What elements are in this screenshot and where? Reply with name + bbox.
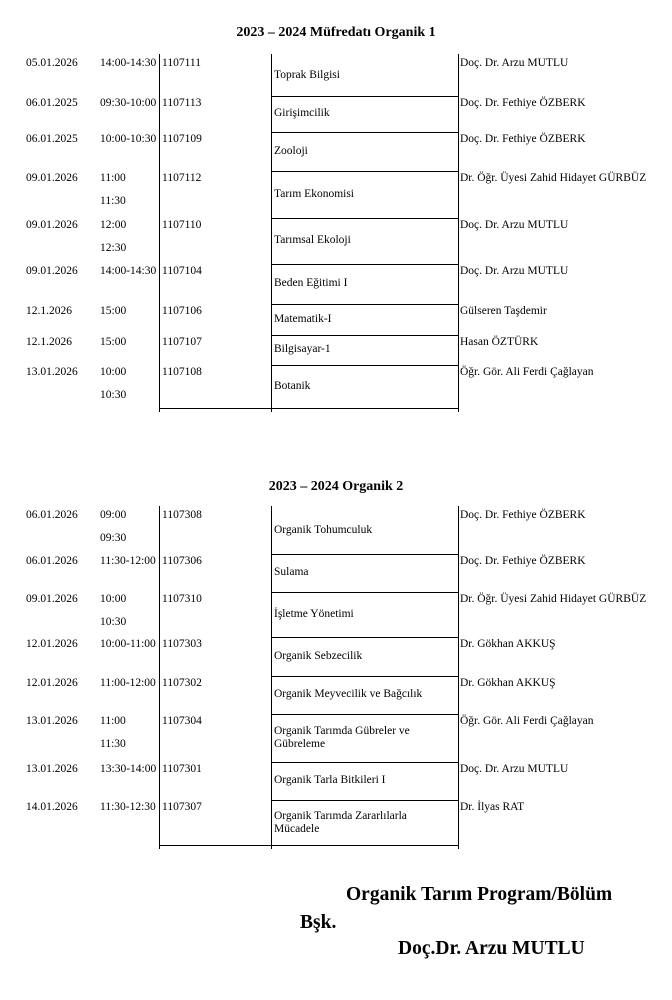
section-2-title: 2023 – 2024 Organik 2 (268, 479, 404, 494)
exam-date: 12.1.2026 (26, 336, 72, 348)
table-row (26, 635, 666, 674)
table-row (26, 760, 666, 798)
row-separator-line (271, 132, 458, 133)
course-name: Organik Tohumculuk (274, 524, 373, 536)
instructor-name: Hasan ÖZTÜRK (460, 336, 539, 348)
table-row (26, 363, 666, 406)
table-row (26, 216, 666, 262)
exam-time-end: 10:30 (100, 389, 127, 401)
course-name: Girişimcilik (274, 107, 330, 119)
table-row (26, 552, 666, 590)
course-code: 1107310 (162, 593, 202, 605)
course-name: İşletme Yönetimi (274, 608, 354, 620)
row-separator-line (271, 304, 458, 305)
exam-time: 10:00 (100, 593, 127, 605)
instructor-name: Dr. Gökhan AKKUŞ (460, 677, 556, 689)
instructor-name: Doç. Dr. Fethiye ÖZBERK (460, 509, 586, 521)
course-name: Tarım Ekonomisi (274, 188, 355, 200)
exam-date: 14.01.2026 (26, 801, 78, 813)
row-separator-line (159, 845, 458, 846)
exam-time-end: 10:30 (100, 616, 127, 628)
course-name: Organik Sebzecilik (274, 650, 363, 662)
row-separator-line (271, 714, 458, 715)
table-row (26, 302, 666, 333)
row-separator-line (271, 637, 458, 638)
exam-date: 13.01.2026 (26, 366, 78, 378)
course-code: 1107308 (162, 509, 202, 521)
course-name: Organik Tarla Bitkileri I (274, 774, 386, 786)
course-code: 1107108 (162, 366, 202, 378)
course-code: 1107106 (162, 305, 202, 317)
exam-date: 06.01.2025 (26, 133, 78, 145)
exam-time: 09:30-10:00 (100, 97, 157, 109)
table-row (26, 798, 666, 843)
course-code: 1107303 (162, 638, 202, 650)
middle-border-line (271, 54, 272, 412)
exam-date: 09.01.2026 (26, 172, 78, 184)
course-name: Toprak Bilgisi (274, 69, 340, 81)
exam-time-end: 12:30 (100, 242, 127, 254)
row-separator-line (271, 554, 458, 555)
instructor-name: Doç. Dr. Fethiye ÖZBERK (460, 555, 586, 567)
exam-date: 09.01.2026 (26, 219, 78, 231)
course-code: 1107111 (162, 57, 201, 69)
course-name: Sulama (274, 566, 309, 578)
row-separator-line (159, 408, 458, 409)
exam-time: 10:00 (100, 366, 127, 378)
exam-time: 12:00 (100, 219, 127, 231)
instructor-name: Doç. Dr. Arzu MUTLU (460, 57, 569, 69)
course-name: Beden Eğitimi I (274, 277, 348, 289)
table-row (26, 169, 666, 216)
instructor-name: Öğr. Gör. Ali Ferdi Çağlayan (460, 366, 594, 378)
course-code: 1107113 (162, 97, 202, 109)
course-code: 1107112 (162, 172, 202, 184)
exam-date: 06.01.2026 (26, 555, 78, 567)
exam-date: 12.01.2026 (26, 677, 78, 689)
instructor-name: Doç. Dr. Fethiye ÖZBERK (460, 133, 586, 145)
table-row (26, 333, 666, 363)
right-border-line (458, 506, 459, 849)
exam-time: 11:30-12:30 (100, 801, 156, 813)
table-row (26, 712, 666, 760)
exam-time: 10:00-10:30 (100, 133, 157, 145)
instructor-name: Dr. Öğr. Üyesi Zahid Hidayet GÜRBÜZ (460, 172, 647, 184)
course-name: Organik Tarımda Gübreler ve Gübreleme (274, 725, 410, 750)
course-code: 1107304 (162, 715, 202, 727)
signature-name: Doç.Dr. Arzu MUTLU (398, 938, 585, 959)
row-separator-line (271, 592, 458, 593)
exam-date: 06.01.2025 (26, 97, 78, 109)
exam-time: 15:00 (100, 305, 127, 317)
row-separator-line (271, 800, 458, 801)
instructor-name: Gülseren Taşdemir (460, 305, 547, 317)
table-row (26, 506, 666, 552)
section-1-title: 2023 – 2024 Müfredatı Organik 1 (236, 25, 436, 40)
instructor-name: Doç. Dr. Arzu MUTLU (460, 219, 569, 231)
course-name: Tarımsal Ekoloji (274, 234, 351, 246)
table-row (26, 54, 666, 94)
exam-time: 11:00 (100, 172, 126, 184)
exam-date: 12.1.2026 (26, 305, 72, 317)
signature-line-1: Organik Tarım Program/Bölüm (346, 884, 613, 905)
exam-date: 05.01.2026 (26, 57, 78, 69)
left-border-line (159, 506, 160, 849)
table-row (26, 130, 666, 169)
exam-time: 11:30-12:00 (100, 555, 156, 567)
course-name: Bilgisayar-1 (274, 343, 331, 355)
exam-time: 11:00 (100, 715, 126, 727)
course-code: 1107107 (162, 336, 202, 348)
course-name: Matematik-I (274, 313, 332, 325)
table-row (26, 590, 666, 635)
middle-border-line (271, 506, 272, 849)
instructor-name: Doç. Dr. Arzu MUTLU (460, 763, 569, 775)
row-separator-line (271, 96, 458, 97)
signature-line-2: Bşk. (300, 912, 337, 933)
course-name: Zooloji (274, 145, 308, 157)
exam-time: 14:00-14:30 (100, 57, 157, 69)
row-separator-line (271, 335, 458, 336)
exam-time: 13:30-14:00 (100, 763, 157, 775)
right-border-line (458, 54, 459, 412)
exam-date: 09.01.2026 (26, 593, 78, 605)
row-separator-line (271, 676, 458, 677)
course-code: 1107302 (162, 677, 202, 689)
row-separator-line (271, 218, 458, 219)
course-code: 1107307 (162, 801, 202, 813)
exam-time: 11:00-12:00 (100, 677, 156, 689)
exam-date: 06.01.2026 (26, 509, 78, 521)
exam-date: 09.01.2026 (26, 265, 78, 277)
instructor-name: Dr. Öğr. Üyesi Zahid Hidayet GÜRBÜZ (460, 593, 647, 605)
table-row (26, 262, 666, 302)
course-code: 1107104 (162, 265, 202, 277)
exam-date: 13.01.2026 (26, 763, 78, 775)
exam-time-end: 11:30 (100, 738, 126, 750)
exam-date: 13.01.2026 (26, 715, 78, 727)
table-row (26, 674, 666, 712)
instructor-name: Öğr. Gör. Ali Ferdi Çağlayan (460, 715, 594, 727)
instructor-name: Doç. Dr. Fethiye ÖZBERK (460, 97, 586, 109)
course-name: Botanik (274, 380, 311, 392)
course-code: 1107306 (162, 555, 202, 567)
row-separator-line (271, 264, 458, 265)
course-name: Organik Meyvecilik ve Bağcılık (274, 688, 423, 700)
exam-time: 10:00-11:00 (100, 638, 156, 650)
left-border-line (159, 54, 160, 412)
course-code: 1107110 (162, 219, 202, 231)
exam-date: 12.01.2026 (26, 638, 78, 650)
instructor-name: Doç. Dr. Arzu MUTLU (460, 265, 569, 277)
row-separator-line (271, 762, 458, 763)
table-row (26, 94, 666, 130)
course-code: 1107301 (162, 763, 202, 775)
row-separator-line (271, 365, 458, 366)
row-separator-line (271, 171, 458, 172)
exam-time: 14:00-14:30 (100, 265, 157, 277)
exam-time: 09:00 (100, 509, 127, 521)
course-code: 1107109 (162, 133, 202, 145)
exam-time-end: 11:30 (100, 195, 126, 207)
instructor-name: Dr. Gökhan AKKUŞ (460, 638, 556, 650)
instructor-name: Dr. İlyas RAT (460, 801, 525, 813)
exam-time-end: 09:30 (100, 532, 127, 544)
exam-time: 15:00 (100, 336, 127, 348)
course-name: Organik Tarımda Zararlılarla Mücadele (274, 810, 407, 835)
